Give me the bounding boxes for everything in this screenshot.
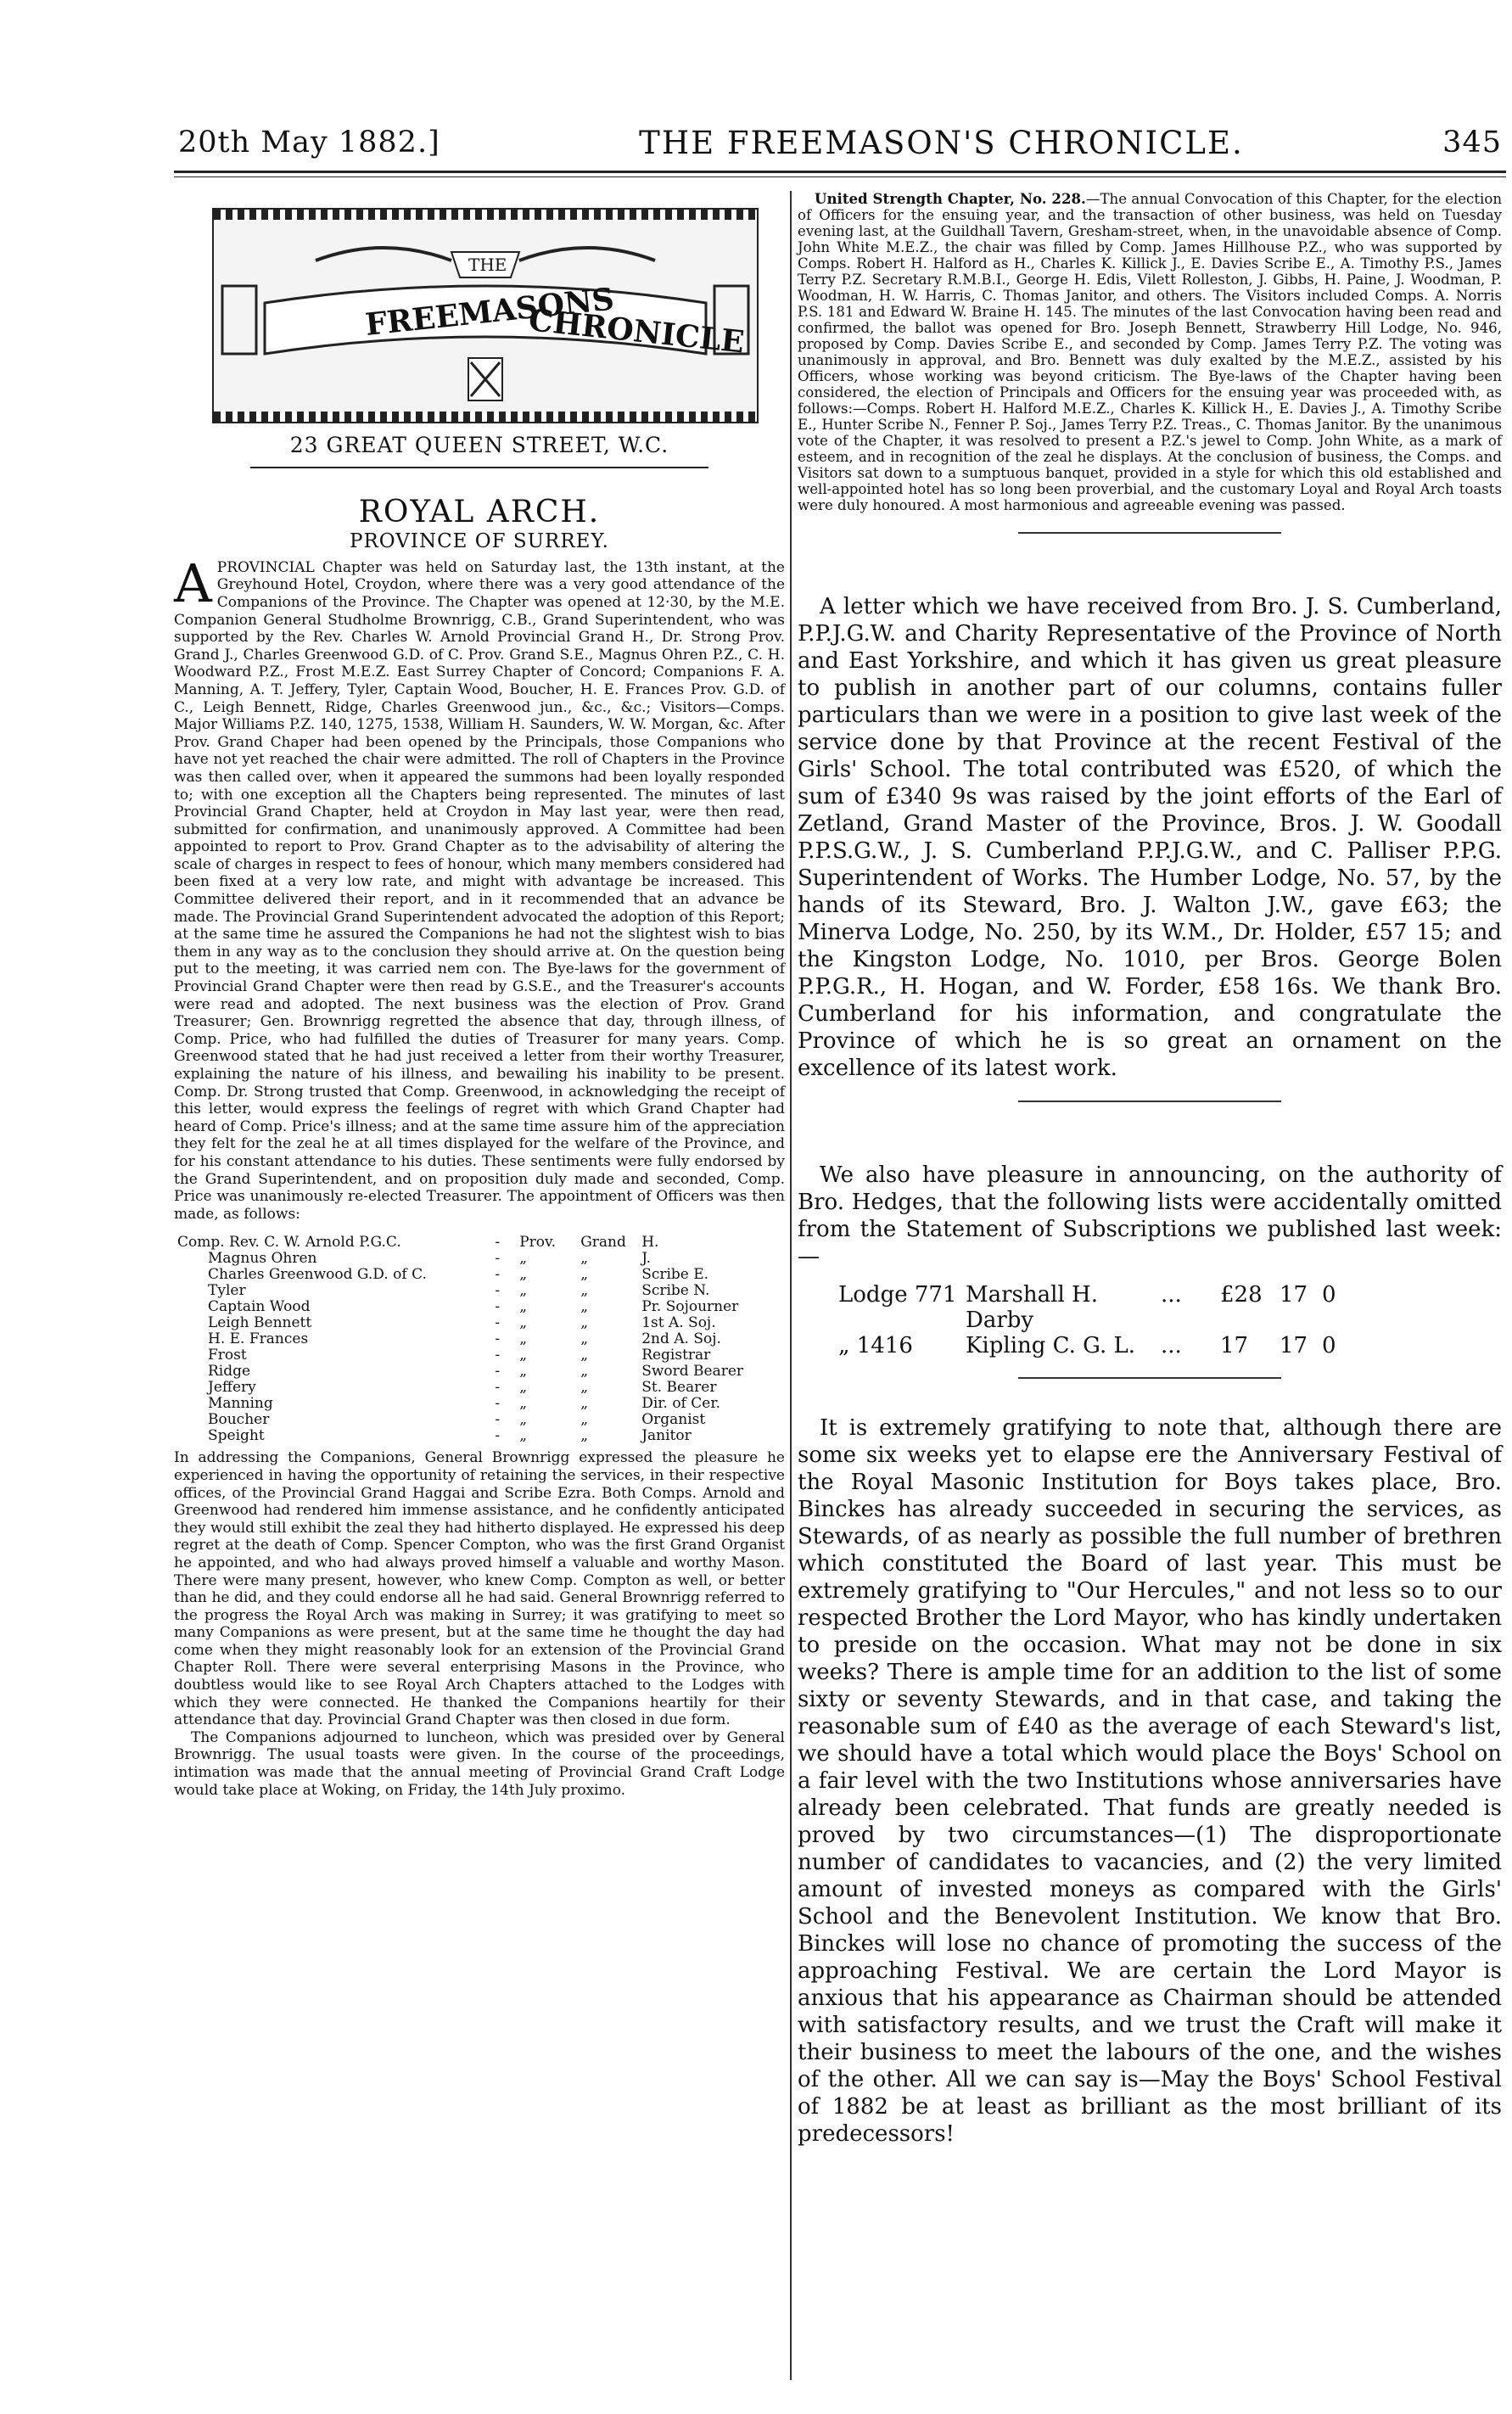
officer-office: Pr. Sojourner [641, 1298, 739, 1316]
address-rule [250, 467, 708, 468]
royal-arch-paragraph-3: The Companions adjourned to luncheon, which was presided over by General Brownrigg. The usual toasts were given. In the course of the proceedings, intimation was made that the annual meeting of Provincial Grand Craft Lodge would take place at Woking, on Friday, the 14th July proximo. [174, 1728, 785, 1799]
subscription-name: Kipling C. G. L. [966, 1333, 1136, 1358]
officer-dash: - [495, 1266, 501, 1284]
column-divider [790, 191, 792, 2380]
officer-name: Tyler [208, 1282, 246, 1300]
officer-prov: „ [519, 1282, 527, 1300]
officer-row [174, 1315, 785, 1331]
officers-table [174, 1235, 785, 1444]
officer-dash: - [495, 1234, 501, 1252]
issue-date: 20th May 1882.] [178, 126, 440, 160]
officer-prov: „ [519, 1363, 527, 1381]
header-rule [174, 171, 1506, 173]
officer-row [174, 1299, 785, 1315]
officer-dash: - [495, 1395, 501, 1413]
officer-office: 1st A. Soj. [641, 1314, 716, 1332]
royal-arch-paragraph-1-text: PROVINCIAL Chapter was held on Saturday last, the 13th instant, at the Greyhound Hotel, Croydon, where there was a very good attendance of the Companions of the Province. The Chapter was opened at 12·30, by the M.E. Companion General Studholme Brownrigg, C.B., Grand Superintendent, who was supported by the Rev. Charles W. Arnold Provincial Grand H., Dr. Strong Prov. Grand J., Charles Greenwood G.D. of C. Prov. Grand S.E., Magnus Ohren P.Z., C. H. Woodward P.Z., Frost M.E.Z. East Surrey Chapter of Concord; Companions F. A. Manning, A. T. Jeffery, Tyler, Captain Wood, Boucher, H. E. Frances Prov. G.D. of C., Leigh Bennett, Ridge, Charles Greenwood jun., &c., &c.; Visitors—Comps. Major Williams P.Z. 140, 1275, 1538, William H. Saunders, W. W. Morgan, &c. After Prov. Grand Chaper had been opened by the Principals, those Companions who have not yet reached the chair were admitted. The roll of Chapters in the Province was then called over, when it appeared the summons had been loyally responded to; with one exception all the Chapters being represented. The minutes of last Provincial Grand Chapter, held at Croydon in May last year, were then read, submitted for confirmation, and unanimously approved. A Committee had been appointed to report to Prov. Grand Chapter as to the advisability of altering the scale of charges in respect to fees of honour, which many members considered had been fixed at a very low rate, and might with advantage be increased. This Committee delivered their report, and in it recommended that an advance be made. The Provincial Grand Superintendent advocated the adoption of this Report; at the same time he assured the Companions he had not the slightest wish to bias them in any way as to the conclusion they should arrive at. On the question being put to the meeting, it was carried nem con. The Bye-laws for the government of Provincial Grand Chapter were then read by G.S.E., and the Treasurer's accounts were read and adopted. The next business was the election of Prov. Grand Treasurer; Gen. Brownrigg regretted the absence that day, through illness, of Comp. Price, who had fulfilled the duties of Treasurer for many years. Comp. Greenwood stated that he had just received a letter from their worthy Treasurer, explaining the nature of his illness, and bewailing his inability to be present. Comp. Dr. Strong trusted that Comp. Greenwood, in acknowledging the receipt of this letter, would express the feelings of regret with which Grand Chapter had heard of Comp. Price's illness; and at the same time assure him of the appreciation they felt for the zeal he at all times displayed for the welfare of the Province, and for his constant attendance to his duties. These sentiments were fully endorsed by the Grand Superintendent, and on proposition duly made and seconded, Comp. Price was unanimously re-elected Treasurer. The appointment of Officers was then made, as follows: [174, 558, 785, 1223]
officer-name: Boucher [208, 1411, 270, 1429]
officer-row [174, 1283, 785, 1299]
article-separator-3 [1018, 1377, 1281, 1379]
officer-row [174, 1396, 785, 1412]
section-subheading-province: PROVINCE OF SURREY. [350, 530, 609, 553]
masthead-address: 23 GREAT QUEEN STREET, W.C. [289, 433, 669, 457]
subscription-pence: 0 [1322, 1333, 1336, 1358]
officer-prov: „ [519, 1298, 527, 1316]
officer-name: Jeffery [208, 1379, 256, 1397]
officer-grand: „ [580, 1250, 588, 1268]
officer-dash: - [495, 1347, 501, 1364]
royal-arch-paragraph-2: In addressing the Companions, General Brownrigg expressed the pleasure he experienced in having the opportunity of retaining the services, in their respective offices, of the Provincial Grand Haggai and Scribe Ezra. Both Comps. Arnold and Greenwood had rendered him immense assistance, and he confidently anticipated they would still exhibit the zeal they had hitherto displayed. He expressed his deep regret at the death of Comp. Spencer Compton, who was the first Grand Organist he appointed, and who had always proved himself a valuable and worthy Mason. There were many present, however, who knew Comp. Compton as well, or better than he did, and they could endorse all he had said. General Brownrigg referred to the progress the Royal Arch was making in Surrey; it was gratifying to meet so many Companions as were present, but at the same time he thought the day had come when they might reasonably look for an extension of the Provincial Grand Chapter Roll. There were several enterprising Masons in the Province, who doubtless would like to see Royal Arch Chapters attached to the Lodges with which they were connected. He thanked the Companions heartily for their attendance that day. Provincial Grand Chapter was then closed in due form. [174, 1449, 785, 1729]
logo-text-left: FREEMASONS [363, 281, 616, 343]
officer-row [174, 1412, 785, 1428]
officer-dash: - [495, 1314, 501, 1332]
officer-name: Comp. Rev. C. W. Arnold P.G.C. [177, 1234, 401, 1252]
united-strength-title: United Strength Chapter, No. 228. [815, 190, 1086, 207]
officer-row [174, 1364, 785, 1380]
officer-row [174, 1331, 785, 1347]
subscriptions-list [838, 1282, 1502, 1358]
officer-row [174, 1347, 785, 1364]
article-separator-1 [1018, 532, 1281, 534]
officer-prov: „ [519, 1379, 527, 1397]
officer-prov: Prov. [519, 1234, 556, 1252]
officer-grand: „ [580, 1411, 588, 1429]
officer-prov: „ [519, 1250, 527, 1268]
officer-office: Organist [641, 1411, 706, 1429]
header-rule-thin [174, 176, 1506, 177]
officer-row [174, 1267, 785, 1283]
officer-row [174, 1380, 785, 1396]
officer-grand: „ [580, 1347, 588, 1364]
officer-grand: „ [580, 1266, 588, 1284]
letter-paragraph: A letter which we have received from Bro. J. S. Cumberland, P.P.J.G.W. and Charity Representative of the Province of North and East Yorkshire, and which it has given us great pleasure to publish in another part of our columns, contains fuller particulars than we were in a position to give last week of the service done by that Province at the recent Festival of the Girls' School. The total contributed was £520, of which the sum of £340 9s was raised by the joint efforts of the Earl of Zetland, Grand Master of the Province, Bros. J. W. Goodall P.P.S.G.W., J. S. Cumberland P.P.J.G.W., and C. Palliser P.P.G. Superintendent of Works. The Humber Lodge, No. 57, by the hands of its Steward, Bro. J. Walton J.W., gave £63; the Minerva Lodge, No. 250, by its W.M., Dr. Holder, £57 15; and the Kingston Lodge, No. 1010, per Bros. George Bolen P.P.G.R., H. Hogan, and W. Forder, £58 16s. We thank Bro. Cumberland for his information, and congratulate the Province of which he is so great an ornament on the excellence of its latest work. [798, 594, 1502, 1081]
officer-office: 2nd A. Soj. [641, 1330, 721, 1348]
officer-grand: „ [580, 1298, 588, 1316]
officer-grand: „ [580, 1395, 588, 1413]
subscription-pounds: 17 [1220, 1333, 1249, 1358]
officer-dash: - [495, 1250, 501, 1268]
officer-office: Dir. of Cer. [641, 1395, 720, 1413]
officer-office: Registrar [641, 1347, 711, 1364]
officer-name: Frost [208, 1347, 247, 1364]
subscription-pence: 0 [1322, 1282, 1336, 1308]
subscription-lodge: „ 1416 [838, 1333, 913, 1358]
officer-prov: „ [519, 1330, 527, 1348]
officer-grand: „ [580, 1314, 588, 1332]
subscription-row [838, 1333, 1502, 1358]
officer-office: Sword Bearer [641, 1363, 744, 1381]
page-header [178, 119, 1502, 166]
officer-prov: „ [519, 1314, 527, 1332]
officer-prov: „ [519, 1427, 527, 1445]
section-heading-royal-arch: ROYAL ARCH. [358, 494, 601, 529]
logo-text-right: CHRONICLE [527, 302, 747, 361]
hedges-paragraph: We also have pleasure in announcing, on the authority of Bro. Hedges, that the following lists were accidentally omitted from the Statement of Subscriptions we published last week:— [798, 1162, 1502, 1269]
officer-name: H. E. Frances [208, 1330, 309, 1348]
officer-grand: „ [580, 1363, 588, 1381]
subscription-dots: ... [1161, 1282, 1182, 1308]
officer-grand: „ [580, 1330, 588, 1348]
officer-office: Scribe N. [641, 1282, 710, 1300]
left-column [174, 191, 785, 1799]
officer-dash: - [495, 1379, 501, 1397]
page-number: 345 [1442, 126, 1502, 160]
officer-prov: „ [519, 1395, 527, 1413]
officer-office: J. [641, 1250, 652, 1268]
subscription-row [838, 1282, 1502, 1333]
officer-dash: - [495, 1298, 501, 1316]
boys-school-paragraph: It is extremely gratifying to note that, although there are some six weeks yet to elapse ere the Anniversary Festival of the Royal Masonic Institution for Boys takes place, Bro. Binckes has already succeeded in securing the services, as Stewards, of as nearly as possible the full number of brethren which constituted the Board of last year. This must be extremely gratifying to "Our Hercules," and not less so to our respected Brother the Lord Mayor, who has kindly undertaken to preside on the occasion. What may not be done in six weeks? There is ample time for an addition to the list of some sixty or seventy Stewards, and in that case, and taking the reasonable sum of £40 as the average of each Steward's list, we should have a total which would place the Boys' School on a fair level with the two Institutions whose anniversaries have already been celebrated. That funds are greatly needed is proved by two circumstances—(1) The disproportionate number of candidates to vacancies, and (2) the very limited amount of invested moneys as compared with the Girls' School and the Benevolent Institution. We know that Bro. Binckes will lose no chance of promoting the success of the approaching Festival. We are certain the Lord Mayor is anxious that his appearance as Chairman should be attended with satisfactory results, and we trust the Craft will make it their business to meet the labours of the one, and the wishes of the other. All we can say is—May the Boys' School Festival of 1882 be at least as brilliant as the most brilliant of its predecessors! [798, 1415, 1502, 2147]
officer-grand: „ [580, 1282, 588, 1300]
dropcap: A [174, 552, 212, 614]
officer-name: Captain Wood [208, 1298, 311, 1316]
officer-office: Scribe E. [641, 1266, 709, 1284]
subscription-shillings: 17 [1280, 1282, 1308, 1308]
officer-name: Ridge [208, 1363, 251, 1381]
officer-office: H. [641, 1234, 659, 1252]
united-strength-body: —The annual Convocation of this Chapter, for the election of Officers for the ensuing year, and the transaction of other business, was held on Tuesday evening last, at the Guildhall Tavern, Gresham-street, when, in the unavoidable absence of Comp. John White M.E.Z., the chair was filled by Comp. James Hillhouse P.Z., who was supported by Comps. Robert H. Halford as H., Charles K. Killick J., E. Davies Scribe E., A. Timothy P.S., James Terry P.Z. Secretary R.M.B.I., George H. Edis, Vilett Rolleston, J. Gibbs, H. Paine, J. Woodman, P. Woodman, H. W. Harris, C. Thomas Janitor, and others. The Visitors included Comps. A. Norris P.S. 181 and Edward W. Braine H. 145. The minutes of the last Convocation having been read and confirmed, the ballot was opened for Bro. Joseph Bennett, Strawberry Hill Lodge, No. 946, proposed by Comp. Davies Scribe E., and seconded by Comp. James Terry P.Z. The voting was unanimously in approval, and Bro. Bennett was duly exalted by the M.E.Z., assisted by his Officers, whose working was beyond criticism. The Bye-laws of the Chapter having been considered, the election of Principals and Officers for the ensuing year was proceeded with, as follows:—Comps. Robert H. Halford M.E.Z., Charles K. Killick H., E. Davies J., A. Timothy Scribe E., Hunter Scribe N., Fenner P. Soj., James Terry P.Z. Treas., C. Thomas Janitor. By the unanimous vote of the Chapter, it was resolved to present a P.Z.'s jewel to Comp. John White, as a mark of esteem, and in recognition of the zeal he displays. At the conclusion of business, the Comps. and Visitors sat down to a sumptuous banquet, provided in a style for which this old established and well-appointed hotel has so long been proverbial, and the customary Loyal and Royal Arch toasts were duly honoured. A most harmonious and agreeable evening was passed. [798, 191, 1502, 513]
officer-row [174, 1428, 785, 1444]
officer-grand: Grand [580, 1234, 626, 1252]
officer-prov: „ [519, 1347, 527, 1364]
subscription-pounds: £28 [1220, 1282, 1263, 1308]
officer-dash: - [495, 1330, 501, 1348]
officer-prov: „ [519, 1266, 527, 1284]
officer-dash: - [495, 1363, 501, 1381]
officer-name: Charles Greenwood G.D. of C. [208, 1266, 427, 1284]
masthead-logo [212, 208, 759, 423]
officer-grand: „ [580, 1379, 588, 1397]
subscription-lodge: Lodge 771 [838, 1282, 957, 1308]
officer-name: Leigh Bennett [208, 1314, 312, 1332]
logo-text-small: THE [468, 255, 507, 275]
subscription-shillings: 17 [1280, 1333, 1308, 1358]
subscription-name: Marshall H. Darby [966, 1282, 1098, 1333]
officer-name: Magnus Ohren [208, 1250, 317, 1268]
newspaper-title: THE FREEMASON'S CHRONICLE. [639, 124, 1244, 161]
officer-row [174, 1251, 785, 1267]
officer-dash: - [495, 1282, 501, 1300]
officer-dash: - [495, 1427, 501, 1445]
officer-grand: „ [580, 1427, 588, 1445]
united-strength-article [798, 191, 1502, 513]
article-separator-2 [1018, 1101, 1281, 1102]
royal-arch-paragraph-1 [174, 552, 785, 1224]
subscription-dots: ... [1161, 1333, 1182, 1358]
officer-row [174, 1235, 785, 1251]
officer-dash: - [495, 1411, 501, 1429]
officer-name: Manning [208, 1395, 273, 1413]
officer-name: Speight [208, 1427, 265, 1445]
officer-office: Janitor [641, 1427, 692, 1445]
masthead-emblem-icon [214, 210, 757, 422]
right-column [798, 191, 1502, 2148]
officer-prov: „ [519, 1411, 527, 1429]
officer-office: St. Bearer [641, 1379, 717, 1397]
